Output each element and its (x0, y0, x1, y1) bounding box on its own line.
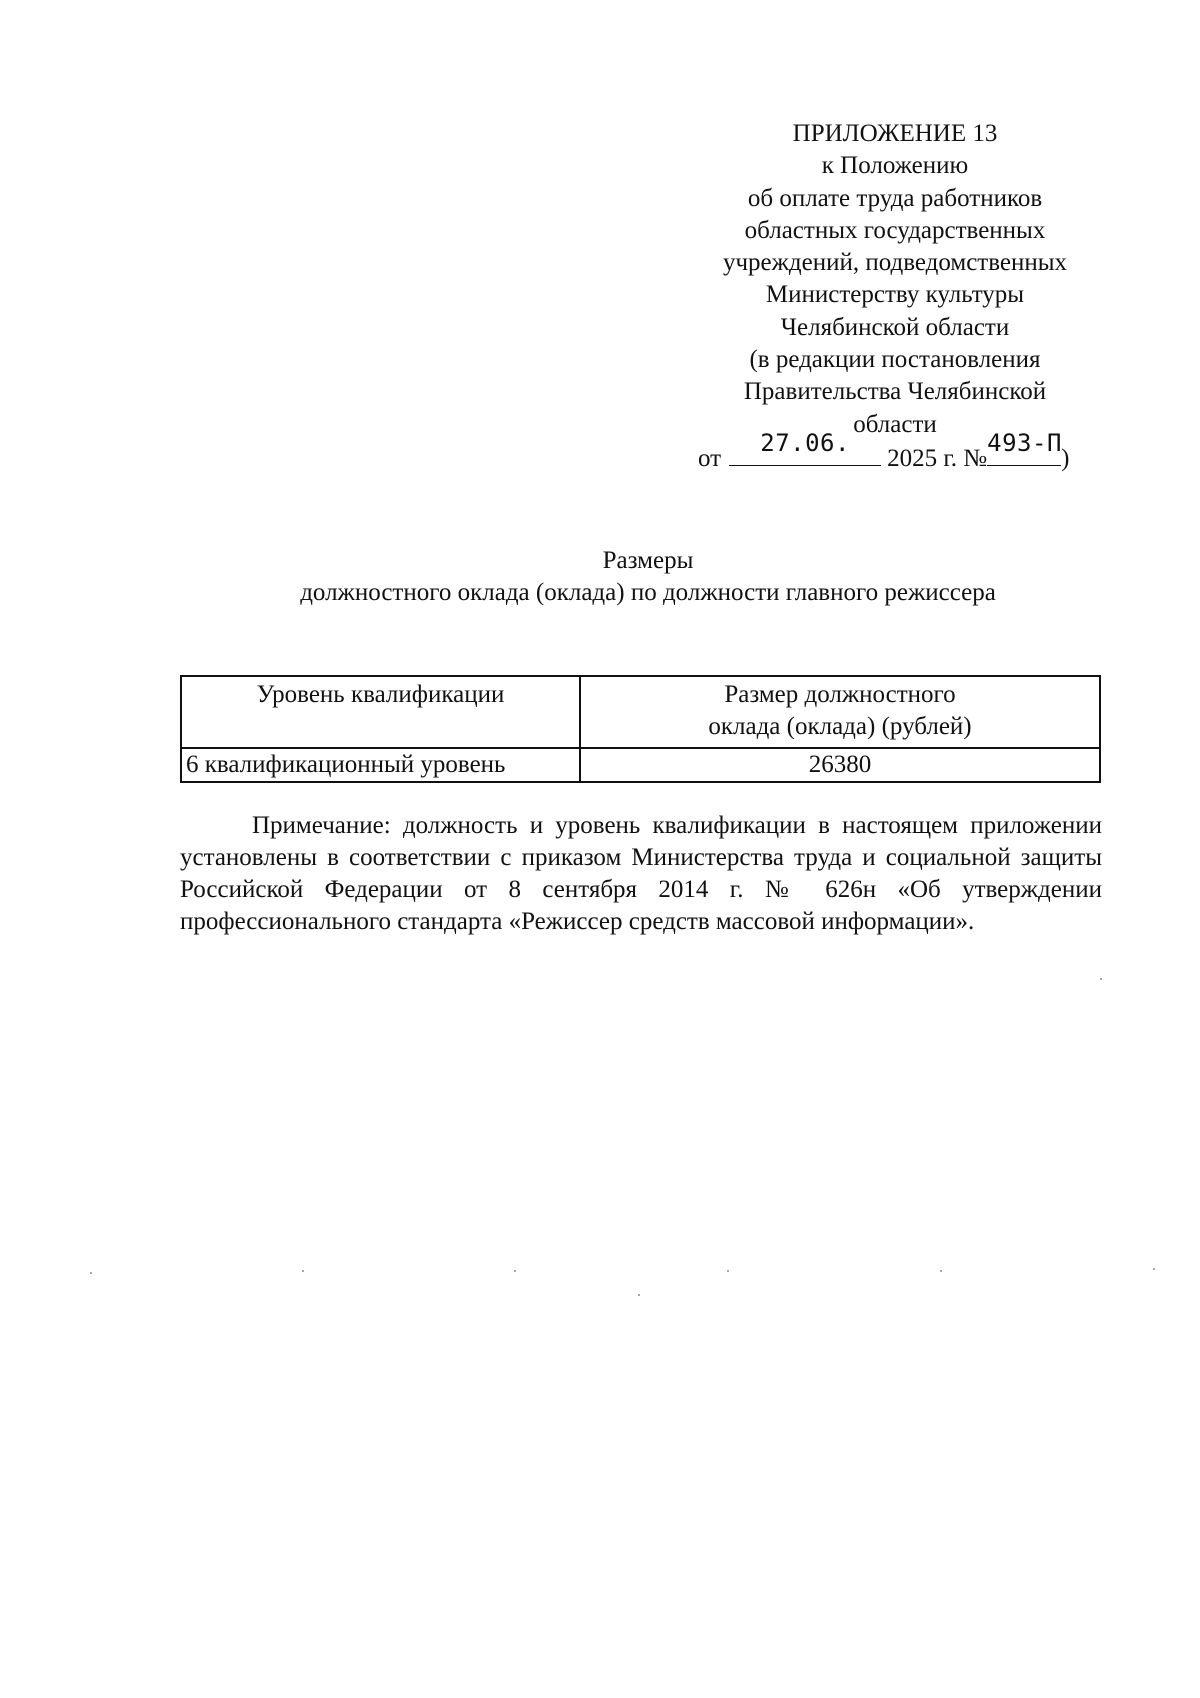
closing-paren: ) (1061, 444, 1070, 472)
table-header-row (181, 676, 1100, 748)
appendix-header (700, 118, 1090, 475)
scan-speck (940, 1270, 942, 1272)
header-size (580, 676, 1100, 748)
number-blank (987, 428, 1062, 466)
appendix-line: Министерству культуры (765, 281, 1025, 309)
header-size-line-2: оклада (оклада) (рублей) (708, 713, 972, 740)
appendix-line: учреждений, подведомственных (722, 249, 1068, 277)
appendix-line: областных государственных (744, 216, 1046, 244)
appendix-line: Челябинской области (780, 313, 1010, 341)
salary-table (180, 675, 1101, 783)
date-prefix: от (698, 444, 722, 472)
scan-speck (514, 1270, 516, 1272)
cell-level: 6 квалификационный уровень (181, 748, 580, 782)
appendix-line: к Положению (821, 152, 969, 180)
resolution-date-line (698, 428, 1090, 475)
appendix-line: Правительства Челябинской (743, 378, 1047, 406)
header-level: Уровень квалификации (181, 676, 580, 748)
title-line-2: должностного оклада (оклада) по должности главного режиссера (300, 579, 996, 606)
scan-speck (1153, 1268, 1155, 1270)
note-paragraph: Примечание: должность и уровень квалификации в настоящем приложении установлены в соответствии с приказом Министерства труда и социальной защиты Российской Федерации от 8 сентября 2014 г. № 626н «Об утверждении профессионального стандарта «Режиссер средств массовой информации». (180, 812, 1102, 935)
appendix-line: об оплате труда работников (747, 184, 1043, 212)
date-blank (729, 428, 881, 466)
appendix-line: области (853, 410, 937, 438)
scan-speck (638, 1294, 640, 1296)
document-title (150, 545, 1146, 609)
scan-speck (302, 1270, 304, 1272)
scan-speck (90, 1272, 92, 1274)
table-row (181, 748, 1100, 782)
scan-speck (727, 1270, 729, 1272)
cell-size: 26380 (580, 748, 1100, 782)
handwritten-date: 27.06. (760, 428, 850, 457)
appendix-title: ПРИЛОЖЕНИЕ 13 (792, 120, 998, 147)
handwritten-number: 493-П (987, 428, 1062, 457)
title-line-1: Размеры (602, 547, 694, 574)
header-size-line-1: Размер должностного (724, 681, 956, 708)
appendix-line: (в редакции постановления (749, 346, 1041, 374)
scan-speck (1100, 978, 1102, 980)
year-text: 2025 г. № (887, 444, 988, 472)
